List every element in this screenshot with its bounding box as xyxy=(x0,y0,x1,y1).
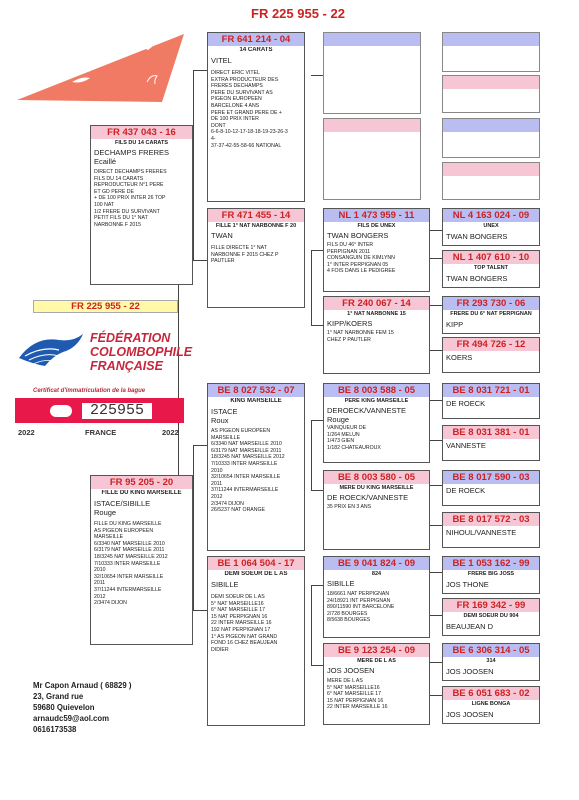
pedigree-box-empty[interactable] xyxy=(442,32,540,72)
pedigree-box-g8[interactable] xyxy=(442,512,540,548)
main-ring-number: FR 225 955 - 22 xyxy=(33,300,178,313)
pigeon-name: BEAUJEAN D xyxy=(446,622,494,631)
pigeon-subtitle: LIGNE BONGA xyxy=(471,701,511,707)
ring-number: BE 6 051 683 - 02 xyxy=(443,687,539,700)
pedigree-title-ring: FR 225 955 - 22 xyxy=(251,6,345,21)
ring-number: FR 437 043 - 16 xyxy=(91,126,192,139)
pigeon-subtitle: DEMI SOEUR DU 904 xyxy=(463,613,519,619)
pigeon-color: Ecaillé xyxy=(94,157,117,166)
pigeon-name: JOS JOOSEN xyxy=(446,667,494,676)
pigeon-description: DIRECT ERIC VITEL EXTRA PRODUCTEUR DES FRERES DECHAMPS PERE DU SURVIVANT AS PIGEON EUROPEEN BARCELONE 4 ANS PERE ET GRAND PERE DE + DE 100 PRIX INTER DONT 6-6-8-10-12-17-18-18-19-23-26-3 4- 37-37-42-55-58-66 NATIONAL xyxy=(211,70,288,149)
ring-number: BE 8 003 580 - 05 xyxy=(324,471,429,484)
ring-number: BE 8 027 532 - 07 xyxy=(208,384,304,397)
pedigree-box-g10[interactable] xyxy=(442,598,540,636)
pedigree-box-g3[interactable] xyxy=(442,296,540,334)
pedigree-box-g1[interactable] xyxy=(442,208,540,246)
pigeon-name: JOS JOOSEN xyxy=(327,666,375,675)
pigeon-name: TWAN BONGERS xyxy=(327,231,389,240)
ring-number: BE 9 041 824 - 09 xyxy=(324,557,429,570)
ring-number: FR 169 342 - 99 xyxy=(443,599,539,612)
owner-email[interactable]: arnaudc59@aol.com xyxy=(33,714,110,723)
pigeon-name: VANNESTE xyxy=(446,441,486,450)
pigeon-name: TWAN xyxy=(211,231,233,240)
ring-number: FR 494 726 - 12 xyxy=(443,338,539,351)
pedigree-box-sire[interactable] xyxy=(90,125,193,285)
pigeon-name: SIBILLE xyxy=(327,579,355,588)
ring-number: BE 8 003 588 - 05 xyxy=(324,384,429,397)
pigeon-subtitle: UNEX xyxy=(483,223,499,229)
pigeon-name: ISTACE/SIBILLE xyxy=(94,499,151,508)
pedigree-box-dam-dam-sire[interactable] xyxy=(323,556,430,638)
pigeon-subtitle: 1° NAT NARBONNE 15 xyxy=(347,311,406,317)
pedigree-box-g6[interactable] xyxy=(442,425,540,461)
pigeon-subtitle: FILS DE UNEX xyxy=(357,223,396,229)
pigeon-description: AS PIGEON EUROPEEN MARSEILLE 6/3340 NAT MARSEILLE 2010 6/3179 NAT MARSEILLE 2011 18/3245 NAT MARSEILLE 2012 7/10333 INTER MARSEILLE 2010 32/10654 INTER MARSEILLE 2011 37/11244 INTERMARSEILLE 2012 2/3474 DIJON 26/5237 NAT ORANGE xyxy=(211,428,285,514)
pigeon-subtitle: 824 xyxy=(371,571,382,577)
pedigree-box-g7[interactable] xyxy=(442,470,540,506)
ring-number: BE 8 031 721 - 01 xyxy=(443,384,539,397)
pedigree-box-empty[interactable] xyxy=(323,118,421,200)
pigeon-subtitle: FILLE DU KING MARSEILLE xyxy=(101,490,182,496)
pedigree-box-g11[interactable] xyxy=(442,643,540,681)
ring-number: NL 1 473 959 - 11 xyxy=(324,209,429,222)
pigeon-name: JOS THONE xyxy=(446,580,489,589)
pigeon-name: KIPP/KOERS xyxy=(327,319,373,328)
pedigree-box-dam-dam-dam[interactable] xyxy=(323,643,430,725)
pigeon-subtitle: 314 xyxy=(486,658,496,664)
pigeon-subtitle: FRERE BIG JOSS xyxy=(467,571,515,577)
band-year-right: 2022 xyxy=(162,428,179,437)
ring-number: FR 240 067 - 14 xyxy=(324,297,429,310)
band-country: FRANCE xyxy=(85,428,117,437)
federation-name-line3: FRANÇAISE xyxy=(90,359,163,373)
pigeon-subtitle: PERE KING MARSEILLE xyxy=(344,398,409,404)
pigeon-subtitle: FRERE DU 6° NAT PERPIGNAN xyxy=(450,311,532,317)
pigeon-description: FILLE DIRECTE 1° NAT NARBONNE F 2015 CHEZ P PAUTLER xyxy=(211,245,279,265)
ring-number: FR 293 730 - 06 xyxy=(443,297,539,310)
ring-number: BE 1 053 162 - 99 xyxy=(443,557,539,570)
pigeon-subtitle: DEMI SOEUR DE L AS xyxy=(224,571,288,577)
pigeon-subtitle: 14 CARATS xyxy=(239,47,273,53)
certificate-ring-number: 225955 xyxy=(82,403,152,419)
pedigree-box-g5[interactable] xyxy=(442,383,540,419)
ring-number: BE 6 306 314 - 05 xyxy=(443,644,539,657)
certificate-caption: Certificat d'immatriculation de la bague xyxy=(33,388,146,394)
pigeon-color: Rouge xyxy=(327,415,350,424)
pigeon-subtitle: FILS DU 14 CARATS xyxy=(114,140,169,146)
band-year-left: 2022 xyxy=(18,428,35,437)
pigeon-name: NIHOUL/VANNESTE xyxy=(446,528,517,537)
pigeon-description: FILS DU 46° INTER PERPIGNAN 2011 CONSANGUIN DE KIMLYNN 1° INTER PERPIGNAN 05 4 FOIS DANS LE PEDIGREE xyxy=(327,242,396,275)
pigeon-subtitle: FILLE 1° NAT NARBONNE F 20 xyxy=(215,223,297,229)
pedigree-box-dam-dam[interactable] xyxy=(207,556,305,726)
pigeon-name: DECHAMPS FRERES xyxy=(94,148,170,157)
federation-pigeon-icon xyxy=(15,330,87,370)
pigeon-name: DE ROECK xyxy=(446,399,486,408)
pedigree-box-sire-dam-dam[interactable] xyxy=(323,296,430,374)
pedigree-box-empty[interactable] xyxy=(442,75,540,113)
ring-number: BE 8 017 572 - 03 xyxy=(443,513,539,526)
pigeon-name: ISTACE xyxy=(211,407,238,416)
ring-number: NL 4 163 024 - 09 xyxy=(443,209,539,222)
pigeon-description: 1° NAT NARBONNE FEM 15 CHEZ P PAUTLER xyxy=(327,330,394,343)
pedigree-box-g9[interactable] xyxy=(442,556,540,594)
pigeon-name: SIBILLE xyxy=(211,580,239,589)
pedigree-box-sire-dam-sire[interactable] xyxy=(323,208,430,292)
pigeon-name: TWAN BONGERS xyxy=(446,232,508,241)
pedigree-box-empty[interactable] xyxy=(323,32,421,114)
ring-number: BE 9 123 254 - 09 xyxy=(324,644,429,657)
pigeon-description: 18/6661 NAT PERPIGNAN 24/18921 INT PERPIGNAN 890/11590 INT BARCELONE 2/728 BOURGES 8/5638 BOURGES xyxy=(327,591,395,624)
federation-name-line1: FÉDÉRATION xyxy=(90,331,171,345)
ring-number: NL 1 407 610 - 10 xyxy=(443,251,539,264)
pigeon-description: VAINQUEUR DE 1/264 MELUN 1/473 GIEN 1/182 CHATEAUROUX xyxy=(327,425,381,451)
pigeon-color: Roux xyxy=(211,416,229,425)
pigeon-subtitle: TOP TALENT xyxy=(474,265,508,271)
pedigree-box-g4[interactable] xyxy=(442,337,540,373)
ring-number: BE 8 017 590 - 03 xyxy=(443,471,539,484)
pigeon-name: JOS JOOSEN xyxy=(446,710,494,719)
pigeon-name: DE ROECK xyxy=(446,486,486,495)
breeder-logo xyxy=(12,12,192,107)
ring-number: BE 1 064 504 - 17 xyxy=(208,557,304,570)
pigeon-description: FILLE DU KING MARSEILLE AS PIGEON EUROPEEN MARSEILLE 6/3340 NAT MARSEILLE 2010 6/3179 NAT MARSEILLE 2011 18/3245 NAT MARSEILLE 2012 7/10333 INTER MARSEILLE 2010 32/10654 INTER MARSEILLE 2011 37/11244 INTERMARSEILLE 2012 2/3474 DIJON xyxy=(94,521,168,607)
pigeon-name: VITEL xyxy=(211,56,232,65)
federation-name-line2: COLOMBOPHILE xyxy=(90,345,193,359)
pedigree-box-sire-dam[interactable] xyxy=(207,208,305,308)
pedigree-box-dam-sire-dam[interactable] xyxy=(323,470,430,550)
owner-name: Mr Capon Arnaud ( 68829 ) xyxy=(33,681,132,690)
pigeon-description: 35 PRIX EN 3 ANS xyxy=(327,504,372,510)
pedigree-box-dam-sire[interactable] xyxy=(207,383,305,551)
ring-number: BE 8 031 381 - 01 xyxy=(443,426,539,439)
pedigree-box-empty[interactable] xyxy=(442,118,540,158)
pigeon-subtitle: KING MARSEILLE xyxy=(230,398,282,404)
pigeon-name: DE ROECK/VANNESTE xyxy=(327,493,409,502)
pedigree-box-dam-sire-sire[interactable] xyxy=(323,383,430,463)
owner-phone: 0616173538 xyxy=(33,725,77,734)
pigeon-name: KIPP xyxy=(446,320,464,329)
pigeon-subtitle: MERE DU KING MARSEILLE xyxy=(339,485,414,491)
pigeon-name: DEROECK/VANNESTE xyxy=(327,406,407,415)
ring-number: FR 95 205 - 20 xyxy=(91,476,192,489)
pigeon-description: DIRECT DECHAMPS FRERES FILS DU 14 CARATS REPRODUCTEUR N°1 PERE ET GD PERE DE + DE 100 PRIX INTER 26 TOP 100 NAT 1/2 FRERE DU SURVIVANT PETIT FILS DU 1° NAT NARBONNE F 2015 xyxy=(94,169,167,228)
owner-city: 59680 Quievelon xyxy=(33,703,95,712)
pedigree-box-sire-sire[interactable] xyxy=(207,32,305,202)
ring-band-symbol-icon xyxy=(50,405,72,417)
pigeon-name: KOERS xyxy=(446,353,473,362)
owner-info xyxy=(33,680,132,735)
pigeon-color: Rouge xyxy=(94,508,117,517)
pedigree-box-empty[interactable] xyxy=(442,162,540,200)
ring-number: FR 641 214 - 04 xyxy=(208,33,304,46)
owner-street: 23, Grand rue xyxy=(33,692,84,701)
pigeon-subtitle: MERE DE L AS xyxy=(357,658,396,664)
pedigree-box-g12[interactable] xyxy=(442,686,540,724)
pedigree-box-dam[interactable] xyxy=(90,475,193,645)
pigeon-description: DEMI SOEUR DE L AS 5° NAT MARSEILLE16 6° NAT MARSEILLE 17 15 NAT PERPIGNAN 16 22 INTER MARSEILLE 16 192 NAT PERPIGNAN 17 1° AS PIGEON NAT GRAND FOND 16 CHEZ BEAUJEAN DIDIER xyxy=(211,594,278,653)
pigeon-description: MERE DE L AS 5° NAT MARSEILLE16 6° NAT MARSEILLE 17 15 NAT PERPIGNAN 16 22 INTER MARSEILLE 16 xyxy=(327,678,388,711)
pedigree-box-g2[interactable] xyxy=(442,250,540,288)
ring-number: FR 471 455 - 14 xyxy=(208,209,304,222)
pigeon-name: TWAN BONGERS xyxy=(446,274,508,283)
